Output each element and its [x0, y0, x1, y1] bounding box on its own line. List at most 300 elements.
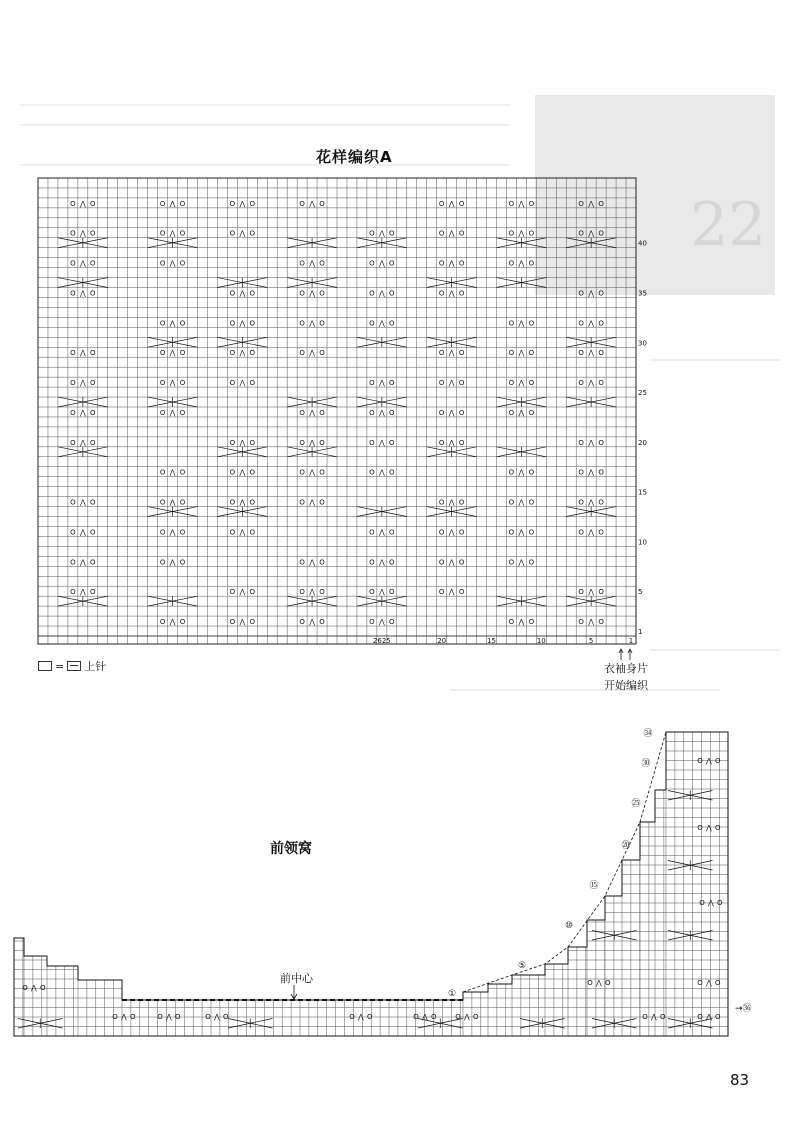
chart-symbol: ⋀	[518, 408, 525, 417]
chart-symbol: O	[389, 229, 395, 238]
neck-symbol: ⋀	[31, 984, 37, 992]
chart-symbol: ⋀	[79, 199, 86, 208]
chart-symbol: ⋀	[239, 498, 246, 507]
svg-text:22: 22	[690, 190, 767, 260]
chart-symbol: ⋀	[309, 498, 315, 507]
chart-symbol: O	[70, 498, 76, 507]
legend-equals: =	[55, 659, 65, 673]
chart-symbol: O	[249, 199, 256, 208]
chart-symbol: O	[90, 588, 96, 597]
chart-symbol: ⋀	[378, 379, 385, 388]
neck-symbol: O	[715, 757, 721, 765]
chart-symbol: O	[179, 558, 186, 567]
chart-symbol: O	[90, 289, 96, 298]
neck-symbol: ⋀	[358, 1013, 364, 1021]
chart-symbol: O	[369, 528, 375, 537]
chart-symbol: O	[369, 289, 375, 298]
chart-symbol: O	[159, 349, 166, 358]
chart-symbol: O	[528, 468, 535, 477]
chart-symbol: ⋀	[309, 408, 315, 417]
chart-symbol: O	[598, 349, 604, 358]
chart-symbol: O	[179, 528, 186, 537]
neck-symbol: ⋀	[708, 899, 714, 907]
chart-symbol: O	[389, 259, 395, 268]
chart-symbol: O	[508, 558, 515, 567]
chart-symbol: O	[458, 199, 465, 208]
neck-symbol: ⋀	[121, 1013, 127, 1021]
chart-symbol: O	[229, 319, 236, 328]
chart-symbol: O	[159, 468, 166, 477]
chart-symbol: O	[319, 408, 325, 417]
chart-symbol: O	[389, 588, 395, 597]
chart-symbol: O	[598, 618, 604, 627]
chart-symbol: ⋀	[378, 468, 385, 477]
chart-symbol: O	[70, 379, 76, 388]
chart-symbol: ⋀	[239, 319, 246, 328]
neck-symbol: ⋀	[706, 979, 712, 987]
cable-cross	[592, 931, 637, 941]
chart-symbol: O	[249, 528, 256, 537]
neck-symbol: O	[605, 979, 611, 987]
chart-symbol: O	[70, 289, 76, 298]
chart-symbol: ⋀	[448, 528, 455, 537]
chart-symbol: O	[299, 199, 305, 208]
chart-symbol: ⋀	[309, 438, 315, 447]
chart-symbol: O	[528, 528, 535, 537]
chart-symbol: O	[229, 618, 236, 627]
chart-symbol: O	[528, 229, 535, 238]
neck-symbol: ⋀	[214, 1013, 220, 1021]
chart-symbol: O	[249, 588, 256, 597]
chart-symbol: O	[159, 259, 166, 268]
neck-symbol: O	[660, 1013, 666, 1021]
chart-symbol: O	[229, 199, 236, 208]
col-number: 5	[588, 637, 594, 645]
chart-symbol: ⋀	[169, 558, 176, 567]
chart-symbol: O	[438, 528, 445, 537]
chart-symbol: O	[159, 199, 166, 208]
chart-symbol: O	[578, 468, 584, 477]
chart-symbol: O	[299, 468, 305, 477]
chart-symbol: ⋀	[79, 289, 86, 298]
chart-symbol: ⋀	[169, 199, 176, 208]
chart-symbol: O	[299, 349, 305, 358]
neck-outline	[14, 732, 728, 1036]
chart-symbol: O	[90, 199, 96, 208]
chart-symbol: ⋀	[448, 408, 455, 417]
neck-symbol: O	[697, 979, 703, 987]
chart-symbol: ⋀	[588, 618, 595, 627]
chart-symbol: ⋀	[169, 528, 176, 537]
chart-symbol: O	[319, 259, 325, 268]
chart-symbol: O	[90, 259, 96, 268]
chart-symbol: ⋀	[448, 558, 455, 567]
neck-symbol: O	[715, 1013, 721, 1021]
chart-symbol: O	[578, 379, 584, 388]
chart-symbol: O	[229, 379, 236, 388]
chart-symbol: O	[578, 229, 584, 238]
chart-symbol: ⋀	[378, 319, 385, 328]
neck-symbol: O	[715, 824, 721, 832]
neck-symbol: ⋀	[651, 1013, 657, 1021]
neck-symbol: ⋀	[596, 979, 602, 987]
chart-symbol: ⋀	[588, 438, 595, 447]
chart-symbol: O	[70, 558, 76, 567]
neck-symbol: O	[697, 1013, 703, 1021]
neck-symbol: O	[431, 1013, 437, 1021]
row-number: 10	[638, 538, 647, 547]
chart-symbol: O	[179, 199, 186, 208]
chart-symbol: O	[229, 229, 236, 238]
chart-symbol: O	[159, 379, 166, 388]
neck-symbol: O	[157, 1013, 163, 1021]
chart-symbol: O	[438, 408, 445, 417]
chart-symbol: O	[159, 618, 166, 627]
chart-symbol: ⋀	[448, 379, 455, 388]
chart-symbol: O	[229, 438, 236, 447]
chart-symbol: ⋀	[378, 558, 385, 567]
chart-symbol: O	[508, 498, 515, 507]
chart-symbol: O	[369, 379, 375, 388]
chart-symbol: O	[458, 528, 465, 537]
chart-symbol: O	[249, 468, 256, 477]
chart-symbol: O	[598, 498, 604, 507]
chart-symbol: O	[389, 468, 395, 477]
chart-symbol: O	[508, 199, 515, 208]
chart-symbol: ⋀	[448, 229, 455, 238]
chart-symbol: O	[229, 468, 236, 477]
chart-symbol: O	[578, 438, 584, 447]
neckline-title: 前领窝	[270, 841, 312, 857]
chart-symbol: O	[319, 319, 325, 328]
chart-symbol: O	[319, 618, 325, 627]
row-number: 40	[638, 239, 647, 248]
cable-cross	[592, 1019, 637, 1029]
chart-symbol: ⋀	[588, 379, 595, 388]
row-marker: ㉞	[643, 729, 653, 739]
chart-symbol: O	[389, 438, 395, 447]
neck-symbol: O	[697, 757, 703, 765]
chart-symbol: O	[369, 408, 375, 417]
chart-symbol: O	[438, 379, 445, 388]
chart-symbol: O	[528, 379, 535, 388]
row-number: 15	[638, 488, 647, 497]
chart-symbol: O	[249, 379, 256, 388]
chart-symbol: ⋀	[169, 349, 176, 358]
col-number: 1	[628, 637, 634, 645]
chart-symbol: O	[179, 259, 186, 268]
chart-symbol: O	[369, 558, 375, 567]
col-number: 15	[487, 637, 496, 645]
chart-symbol: O	[299, 319, 305, 328]
chart-symbol: O	[598, 588, 604, 597]
chart-symbol: ⋀	[309, 588, 315, 597]
chart-symbol: ⋀	[378, 229, 385, 238]
chart-symbol: O	[508, 468, 515, 477]
chart-symbol: O	[90, 528, 96, 537]
chart-symbol: ⋀	[448, 289, 455, 298]
col-number: 2625	[372, 637, 391, 645]
chart-symbol: O	[458, 498, 465, 507]
chart-symbol: ⋀	[79, 259, 86, 268]
chart-symbol: ⋀	[518, 618, 525, 627]
chart-symbol: O	[389, 289, 395, 298]
chart-symbol: O	[159, 558, 166, 567]
chart-symbol: ⋀	[448, 498, 455, 507]
chart-symbol: O	[369, 618, 375, 627]
neck-symbol: O	[205, 1013, 211, 1021]
chart-symbol: ⋀	[169, 229, 176, 238]
chart-symbol: ⋀	[588, 289, 595, 298]
neck-symbol: O	[367, 1013, 373, 1021]
chart-symbol: O	[249, 618, 256, 627]
row-marker: ⑳	[621, 841, 631, 851]
row-marker: ㉚	[641, 759, 651, 769]
chart-symbol: O	[508, 379, 515, 388]
chart-symbol: O	[508, 408, 515, 417]
chart-symbol: ⋀	[518, 259, 525, 268]
chart-symbol: O	[319, 199, 325, 208]
neck-symbol: O	[223, 1013, 229, 1021]
chart-symbol: ⋀	[518, 229, 525, 238]
chart-symbol: ⋀	[588, 229, 595, 238]
chart-title: 花样编织A	[316, 148, 393, 166]
chart-symbol: O	[319, 349, 325, 358]
neck-symbol: O	[22, 984, 28, 992]
neck-symbol: ⋀	[464, 1013, 470, 1021]
chart-symbol: ⋀	[309, 558, 315, 567]
chart-symbol: ⋀	[378, 259, 385, 268]
chart-symbol: ⋀	[448, 588, 455, 597]
chart-symbol: ⋀	[169, 468, 176, 477]
chart-symbol: O	[229, 498, 236, 507]
chart-symbol: O	[598, 289, 604, 298]
center-front-label: 前中心	[280, 972, 313, 985]
chart-symbol: ⋀	[239, 528, 246, 537]
chart-symbol: ⋀	[588, 498, 595, 507]
chart-symbol: ⋀	[239, 229, 246, 238]
chart-symbol: O	[389, 408, 395, 417]
row-number: 20	[638, 438, 647, 447]
chart-symbol: O	[508, 528, 515, 537]
chart-symbol: ⋀	[518, 319, 525, 328]
chart-symbol: ⋀	[79, 528, 86, 537]
chart-symbol: O	[389, 528, 395, 537]
chart-symbol: O	[458, 259, 465, 268]
chart-symbol: ⋀	[169, 379, 176, 388]
row-marker: ①	[447, 989, 457, 999]
chart-symbol: ⋀	[518, 528, 525, 537]
page-number: 83	[730, 1071, 750, 1089]
chart-symbol: O	[438, 498, 445, 507]
chart-symbol: ⋀	[79, 588, 86, 597]
chart-symbol: ⋀	[518, 199, 525, 208]
chart-symbol: O	[70, 259, 76, 268]
legend-text: 上针	[84, 660, 107, 673]
chart-symbol: O	[528, 618, 535, 627]
row-number: 35	[638, 289, 647, 298]
chart-symbol: O	[90, 558, 96, 567]
chart-symbol: ⋀	[518, 379, 525, 388]
chart-symbol: ⋀	[448, 199, 455, 208]
chart-symbol: O	[70, 229, 76, 238]
chart-symbol: O	[458, 438, 465, 447]
chart-symbol: O	[458, 408, 465, 417]
neck-symbol: O	[642, 1013, 648, 1021]
row-number: 25	[638, 389, 647, 398]
row-marker: ⑮	[589, 881, 599, 891]
chart-symbol: O	[229, 349, 236, 358]
col-number: 20	[437, 637, 447, 645]
chart-symbol: O	[598, 229, 604, 238]
chart-symbol: O	[179, 468, 186, 477]
chart-symbol: O	[598, 468, 604, 477]
neck-symbol: O	[697, 824, 703, 832]
chart-symbol: O	[70, 408, 76, 417]
chart-symbol: O	[299, 259, 305, 268]
chart-symbol: O	[70, 199, 76, 208]
chart-symbol: O	[299, 618, 305, 627]
chart-symbol: ⋀	[448, 438, 455, 447]
start-note-line1: 衣袖身片	[604, 662, 648, 675]
chart-symbol: ⋀	[309, 259, 315, 268]
chart-symbol: O	[458, 229, 465, 238]
chart-symbol: O	[598, 379, 604, 388]
start-note-line2: 开始编织	[604, 679, 648, 692]
chart-symbol: ⋀	[378, 588, 385, 597]
chart-symbol: O	[578, 528, 584, 537]
chart-symbol: O	[159, 408, 166, 417]
chart-symbol: O	[369, 259, 375, 268]
chart-symbol: ⋀	[239, 199, 246, 208]
chart-symbol: O	[438, 259, 445, 268]
col-number: 10	[536, 637, 546, 645]
row-number: 1	[638, 628, 643, 636]
chart-symbol: ⋀	[518, 349, 525, 358]
chart-symbol: O	[299, 438, 305, 447]
chart-symbol: O	[179, 618, 186, 627]
chart-symbol: ⋀	[588, 468, 595, 477]
chart-symbol: ⋀	[239, 468, 246, 477]
chart-symbol: O	[70, 528, 76, 537]
chart-symbol: O	[90, 349, 96, 358]
chart-symbol: O	[299, 558, 305, 567]
chart-symbol: O	[528, 349, 535, 358]
chart-symbol: O	[528, 319, 535, 328]
row-marker: ⑤	[517, 961, 527, 971]
cable-cross	[228, 1019, 273, 1029]
chart-symbol: ⋀	[309, 199, 315, 208]
chart-symbol: O	[70, 438, 76, 447]
chart-symbol: ⋀	[169, 498, 176, 507]
chart-symbol: O	[598, 528, 604, 537]
chart-symbol: O	[528, 558, 535, 567]
chart-symbol: ⋀	[79, 379, 86, 388]
chart-symbol: O	[369, 229, 375, 238]
chart-symbol: ⋀	[239, 588, 246, 597]
chart-symbol: ⋀	[309, 319, 315, 328]
chart-symbol: O	[90, 408, 96, 417]
chart-symbol: O	[578, 618, 584, 627]
chart-symbol: ⋀	[309, 468, 315, 477]
neck-symbols	[22, 757, 723, 1021]
neck-symbol: O	[699, 899, 705, 907]
chart-symbol: O	[578, 349, 584, 358]
chart-symbol: O	[249, 319, 256, 328]
chart-symbol: ⋀	[378, 618, 385, 627]
chart-symbol: O	[389, 319, 395, 328]
chart-symbol: O	[179, 379, 186, 388]
chart-symbol: ⋀	[79, 498, 86, 507]
chart-symbol: O	[319, 558, 325, 567]
chart-symbol: O	[90, 229, 96, 238]
chart-symbol: O	[159, 229, 166, 238]
chart-symbol: O	[389, 558, 395, 567]
chart-symbol: O	[319, 498, 325, 507]
chart-symbol: ⋀	[309, 349, 315, 358]
chart-symbol: ⋀	[518, 498, 525, 507]
chart-symbol: ⋀	[518, 558, 525, 567]
chart-symbol: O	[369, 319, 375, 328]
neck-symbol: O	[473, 1013, 479, 1021]
chart-symbol: O	[508, 229, 515, 238]
neck-symbol: O	[455, 1013, 461, 1021]
chart-symbol: ⋀	[588, 349, 595, 358]
neck-symbol: O	[349, 1013, 355, 1021]
chart-symbol: ⋀	[588, 199, 595, 208]
chart-symbol: O	[438, 349, 445, 358]
chart-symbol: O	[179, 408, 186, 417]
chart-symbol: O	[249, 349, 256, 358]
chart-symbol: O	[578, 199, 584, 208]
chart-symbol: ⋀	[448, 259, 455, 268]
chart-symbol: O	[249, 498, 256, 507]
chart-symbol: ⋀	[378, 438, 385, 447]
neck-symbol: O	[112, 1013, 118, 1021]
chart-symbol: O	[229, 289, 236, 298]
neck-symbol: O	[175, 1013, 181, 1021]
row-marker: ㉕	[631, 799, 641, 809]
chart-symbol: ⋀	[378, 528, 385, 537]
chart-symbol: O	[70, 588, 76, 597]
neck-symbol: ⋀	[706, 757, 712, 765]
chart-symbol: O	[159, 498, 166, 507]
chart-symbol: ⋀	[378, 289, 385, 298]
chart-symbol: O	[458, 558, 465, 567]
neck-grid	[14, 732, 728, 1036]
chart-symbol: O	[578, 319, 584, 328]
chart-symbol: O	[458, 588, 465, 597]
chart-symbol: O	[598, 199, 604, 208]
chart-symbol: O	[369, 588, 375, 597]
chart-symbol: O	[458, 349, 465, 358]
chart-symbol: ⋀	[309, 618, 315, 627]
chart-symbol: O	[319, 588, 325, 597]
neck-symbol: O	[715, 979, 721, 987]
chart-symbol: O	[319, 438, 325, 447]
chart-symbol: O	[528, 199, 535, 208]
chart-symbol: O	[90, 498, 96, 507]
chart-symbol: ⋀	[169, 618, 176, 627]
chart-symbol: O	[369, 438, 375, 447]
chart-symbol: O	[179, 319, 186, 328]
chart-symbol: O	[369, 468, 375, 477]
chart-symbol: ⋀	[79, 438, 86, 447]
neck-symbol: O	[717, 899, 723, 907]
chart-symbol: O	[90, 379, 96, 388]
chart-symbol: O	[598, 438, 604, 447]
chart-symbol: O	[458, 289, 465, 298]
